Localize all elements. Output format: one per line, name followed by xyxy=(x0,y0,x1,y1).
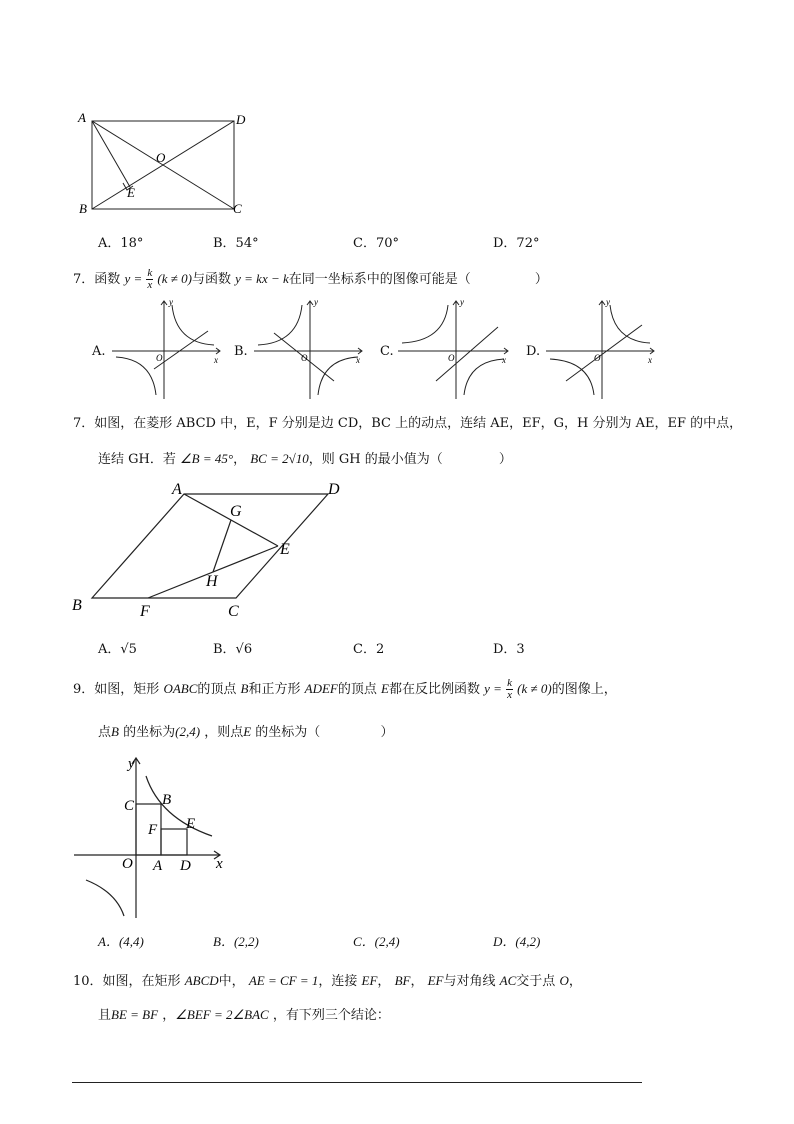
segment-ae xyxy=(92,121,130,187)
label-o: O xyxy=(122,856,133,872)
label-d: D xyxy=(180,858,191,874)
svg-text:x: x xyxy=(648,355,652,365)
hyperbola-branch-2 xyxy=(464,359,504,395)
footer-rule xyxy=(72,1082,642,1083)
label-a: A xyxy=(172,481,182,498)
hyperbola-branch-1 xyxy=(172,305,214,345)
q6-choice-d: D．72° xyxy=(493,236,540,251)
svg-text:y: y xyxy=(606,297,610,307)
label-f: F xyxy=(140,603,150,620)
q10-stem-line1: 10．如图，在矩形 ABCD中， AE = CF = 1，连接 EF， BF， EF与对角线 AC交于点 O， xyxy=(73,973,582,989)
q7a-graph-label-a: A. xyxy=(92,344,106,359)
label-a: A xyxy=(153,858,163,874)
axis-label-y: y xyxy=(128,756,135,772)
q9-stem-line1: 9．如图，矩形 OABC的顶点 B和正方形 ADEF的顶点 E都在反比例函数 y = $\frac{k}{x}$ (k ≠ 0)的图像上， xyxy=(73,677,617,701)
q7a-graph-a xyxy=(112,295,227,400)
q9-choice-d: D．(4,2) xyxy=(493,934,541,949)
q7a-stem: 7．函数 y = $\frac{k}{x}$ (k ≠ 0)与函数 y = kx − k在同一坐标系中的图像可能是（ ） xyxy=(73,267,548,291)
hyperbola-branch-1 xyxy=(258,305,302,345)
q6-choice-b: B．54° xyxy=(213,236,259,251)
square-adef xyxy=(161,829,187,855)
q9-choice-c: C．(2,4) xyxy=(353,934,400,949)
svg-text:y: y xyxy=(314,297,318,307)
rhombus-figure xyxy=(66,476,356,626)
svg-text:x: x xyxy=(214,355,218,365)
label-b: B xyxy=(79,201,87,216)
label-c: C xyxy=(233,201,242,216)
svg-text:y: y xyxy=(169,297,173,307)
label-d: D xyxy=(236,112,246,127)
hyperbola-branch-1 xyxy=(402,305,448,343)
q10-stem-line2: 且BE = BF ，∠BEF = 2∠BAC ，有下列三个结论： xyxy=(98,1007,390,1023)
q7b-stem-line2: 连结 GH．若 ∠B = 45°， BC = 2√10，则 GH 的最小值为（ ） xyxy=(98,451,512,467)
q6-choice-c: C．70° xyxy=(353,236,399,251)
segment-gh xyxy=(213,520,231,572)
hyperbola-branch-1 xyxy=(610,305,650,343)
label-f: F xyxy=(148,822,158,838)
q7b-choice-c: C．2 xyxy=(353,642,385,657)
q7a-graph-label-d: D. xyxy=(526,344,541,359)
rectangle-figure xyxy=(70,105,260,220)
q7b-choice-a: A．√5 xyxy=(98,642,137,657)
line-graph xyxy=(154,331,208,369)
q7a-graph-d xyxy=(546,295,661,400)
line-graph xyxy=(566,325,642,381)
label-c: C xyxy=(124,798,135,814)
q7b-choice-b: B．√6 xyxy=(213,642,253,657)
label-o: O xyxy=(156,150,166,165)
svg-text:x: x xyxy=(356,355,360,365)
hyperbola-branch-2 xyxy=(116,357,156,395)
q7a-graph-label-c: C. xyxy=(380,344,394,359)
svg-text:O: O xyxy=(156,353,163,363)
label-e: E xyxy=(127,185,135,200)
label-e: E xyxy=(280,541,290,558)
svg-text:O: O xyxy=(301,353,308,363)
label-b: B xyxy=(72,597,82,614)
svg-text:x: x xyxy=(502,355,506,365)
svg-text:y: y xyxy=(460,297,464,307)
q9-choice-b: B．(2,2) xyxy=(213,934,259,949)
coordinate-figure xyxy=(70,752,240,920)
q7b-stem-line1: 7．如图，在菱形 ABCD 中，E，F 分别是边 CD，BC 上的动点，连结 AE，EF，G，H 分别为 AE，EF 的中点， xyxy=(73,416,743,431)
label-c: C xyxy=(228,603,239,620)
line-graph xyxy=(436,327,498,381)
svg-text:O: O xyxy=(448,353,455,363)
axis-label-x: x xyxy=(216,856,223,872)
label-d: D xyxy=(328,481,340,498)
hyperbola-branch-2 xyxy=(86,880,124,916)
label-g: G xyxy=(230,503,242,520)
label-b: B xyxy=(162,792,172,808)
label-e: E xyxy=(186,816,196,832)
hyperbola-branch-2 xyxy=(318,357,358,395)
label-h: H xyxy=(206,573,218,590)
q9-stem-line2: 点B 的坐标为(2,4) ，则点E 的坐标为（ ） xyxy=(98,724,394,740)
q7a-graph-label-b: B. xyxy=(234,344,248,359)
q7a-graph-c xyxy=(398,295,516,400)
label-a: A xyxy=(78,110,86,125)
svg-text:O: O xyxy=(594,353,601,363)
q7b-choice-d: D．3 xyxy=(493,642,525,657)
q9-choice-a: A．(4,4) xyxy=(98,934,144,949)
q7a-graph-b xyxy=(254,295,369,400)
q6-choice-a: A．18° xyxy=(98,236,144,251)
